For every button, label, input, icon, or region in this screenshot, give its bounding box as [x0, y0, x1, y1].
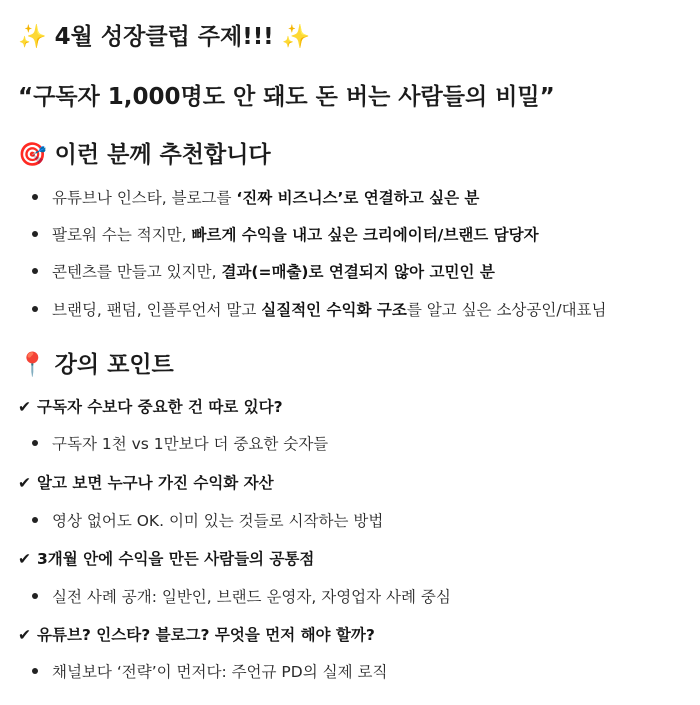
- points-heading-text: 강의 포인트: [54, 352, 174, 378]
- point-title: [18, 624, 375, 646]
- point-detail-text: 실전 사례 공개: 일반인, 브랜드 운영자, 자영업자 사례 중심: [52, 588, 451, 606]
- point-title: [18, 548, 314, 570]
- pushpin-icon: 📍: [18, 352, 47, 378]
- point-detail: [32, 510, 383, 532]
- bullet-dot: [32, 440, 38, 446]
- check-icon: ✔: [18, 626, 31, 644]
- bullet-dot: [32, 268, 38, 274]
- page-title: [18, 20, 310, 54]
- check-icon: ✔: [18, 550, 31, 568]
- check-icon: ✔: [18, 398, 31, 416]
- point-title-text: 구독자 수보다 중요한 건 따로 있다?: [37, 398, 283, 416]
- sparkles-icon: ✨: [18, 24, 47, 50]
- list-item: [32, 224, 539, 246]
- list-item: [32, 187, 479, 209]
- list-item: [32, 299, 607, 321]
- point-detail: [32, 661, 387, 683]
- point-detail-text: 구독자 1천 vs 1만보다 더 중요한 숫자들: [52, 435, 329, 453]
- list-item-text: 를 알고 싶은 소상공인/대표님: [406, 301, 607, 319]
- bullet-dot: [32, 231, 38, 237]
- list-item-text: 팔로워 수는 적지만,: [52, 226, 192, 244]
- page-title-text: 4월 성장클럽 주제!!!: [54, 24, 274, 50]
- list-item-emphasis: 빠르게 수익을 내고 싶은 크리에이터/브랜드 담당자: [191, 226, 539, 244]
- points-heading: [18, 348, 174, 382]
- list-item-text: 콘텐츠를 만들고 있지만,: [52, 263, 222, 281]
- list-item-emphasis: 실질적인 수익화 구조: [261, 301, 407, 319]
- bullet-dot: [32, 668, 38, 674]
- check-icon: ✔: [18, 474, 31, 492]
- point-title-text: 3개월 안에 수익을 만든 사람들의 공통점: [37, 550, 315, 568]
- point-detail: [32, 433, 328, 455]
- bullet-dot: [32, 517, 38, 523]
- point-title-text: 유튜브? 인스타? 블로그? 무엇을 먼저 해야 할까?: [37, 626, 375, 644]
- recommend-heading: [18, 138, 271, 172]
- point-title-text: 알고 보면 누구나 가진 수익화 자산: [37, 474, 274, 492]
- sparkles-icon: ✨: [281, 24, 311, 50]
- recommend-heading-text: 이런 분께 추천합니다: [54, 142, 271, 168]
- list-item-emphasis: 결과(=매출)로 연결되지 않아 고민인 분: [221, 263, 495, 281]
- list-item: [32, 261, 495, 283]
- point-detail: [32, 586, 451, 608]
- point-detail-text: 영상 없어도 OK. 이미 있는 것들로 시작하는 방법: [52, 512, 384, 530]
- headline: “구독자 1,000명도 안 돼도 돈 버는 사람들의 비밀”: [18, 84, 555, 110]
- target-icon: 🎯: [18, 142, 47, 168]
- bullet-dot: [32, 194, 38, 200]
- list-item-emphasis: ‘진짜 비즈니스’로 연결하고 싶은 분: [236, 189, 480, 207]
- list-item-text: 브랜딩, 팬덤, 인플루언서 말고: [52, 301, 262, 319]
- point-title: [18, 472, 274, 494]
- bullet-dot: [32, 593, 38, 599]
- point-title: [18, 396, 283, 418]
- bullet-dot: [32, 306, 38, 312]
- list-item-text: 유튜브나 인스타, 블로그를: [52, 189, 237, 207]
- point-detail-text: 채널보다 ‘전략’이 먼저다: 주언규 PD의 실제 로직: [52, 663, 388, 681]
